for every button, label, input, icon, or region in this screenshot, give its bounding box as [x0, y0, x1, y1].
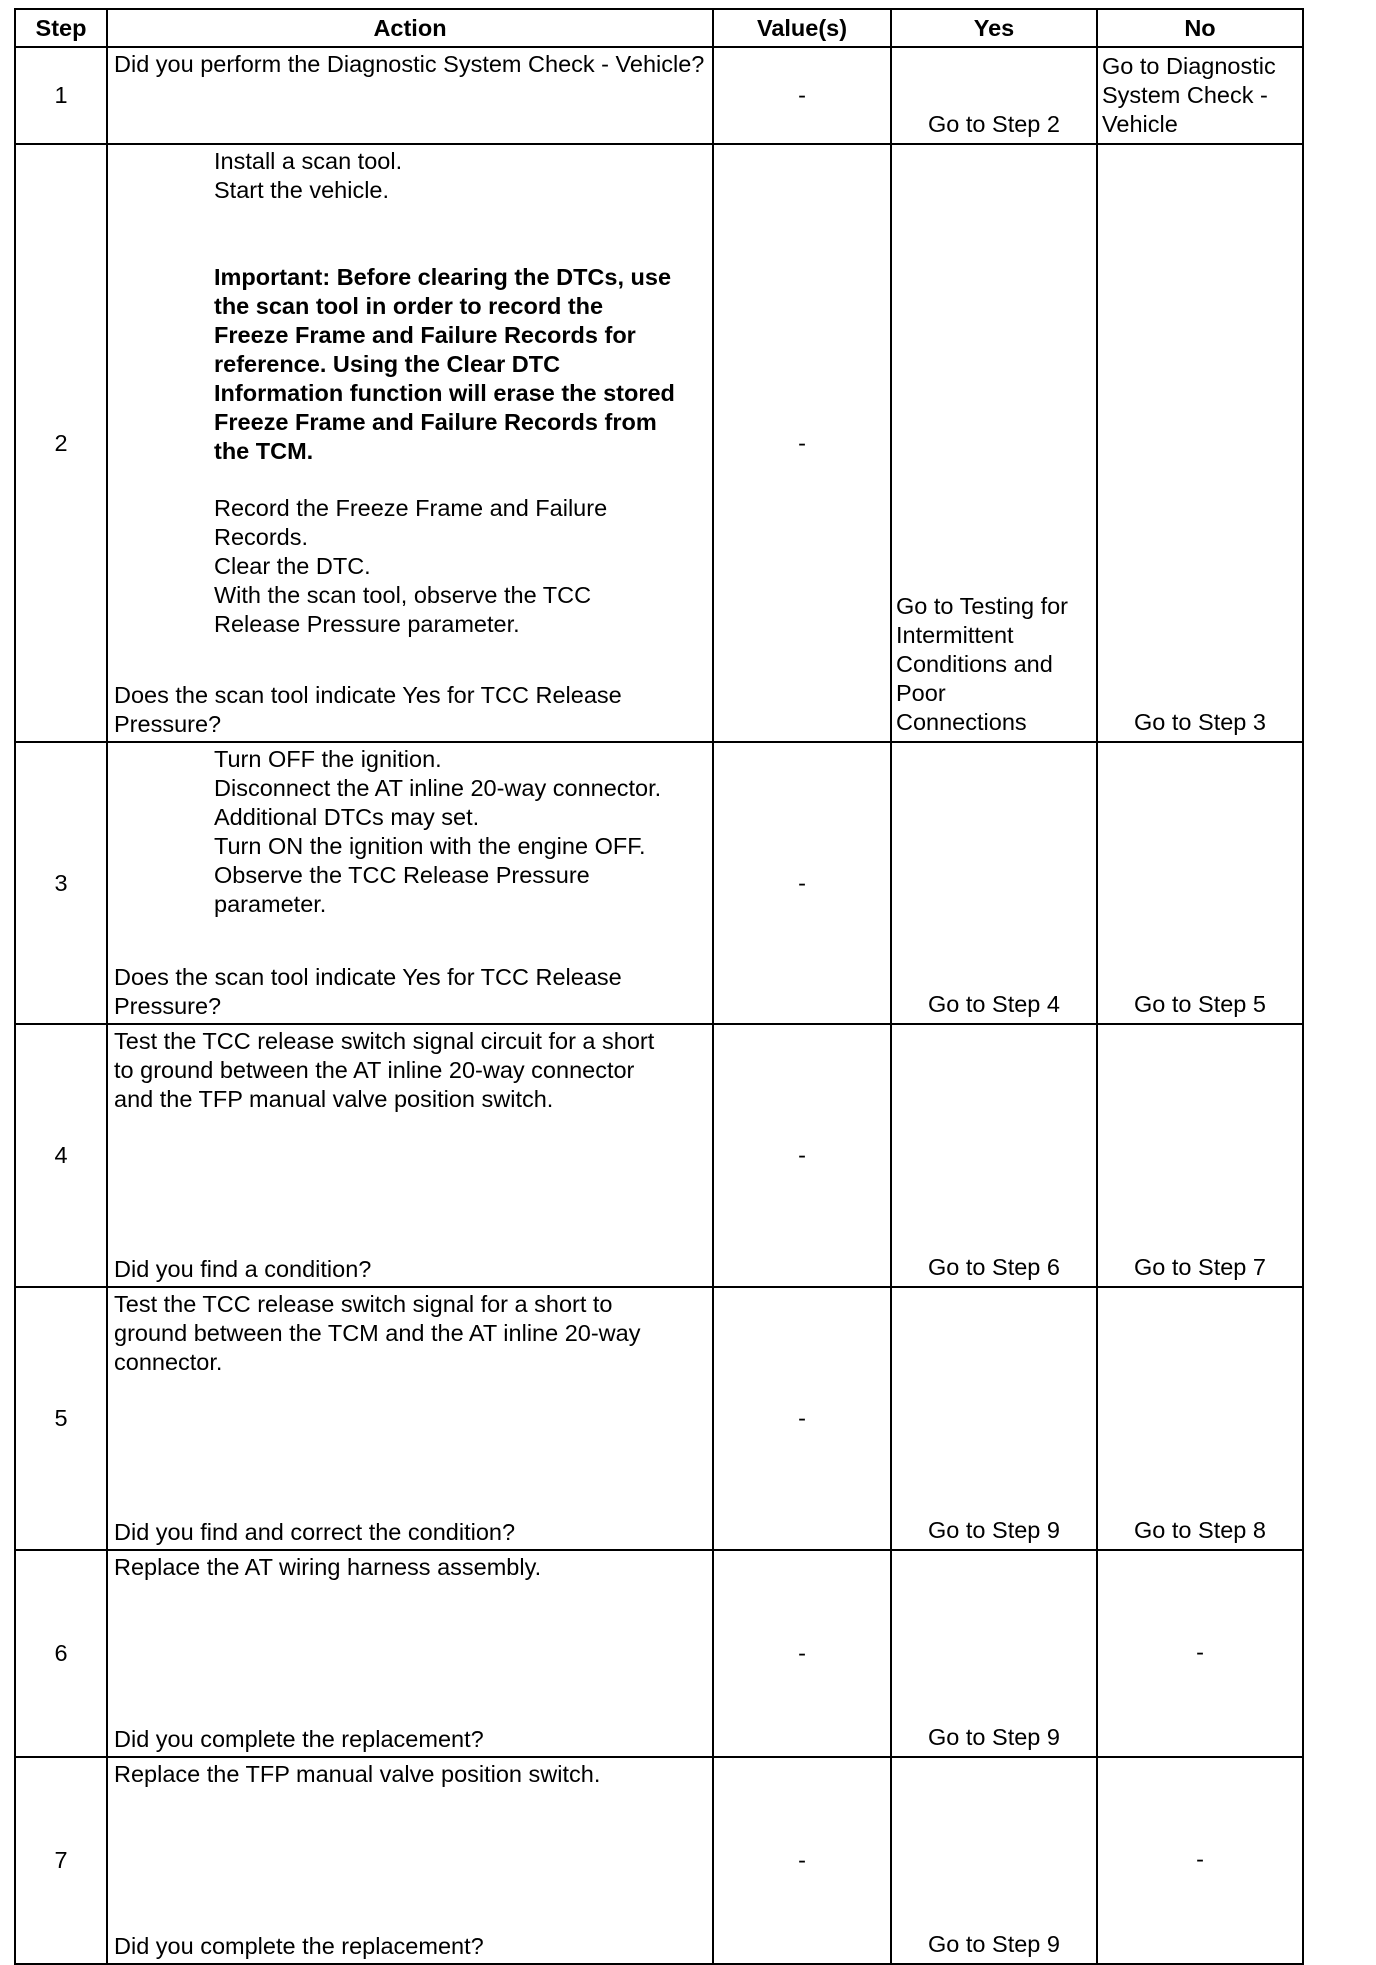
yes-cell — [891, 1024, 1097, 1287]
action-line: ground between the TCM and the AT inline 20-way — [114, 1320, 641, 1346]
action-line: Records. — [214, 524, 309, 550]
no-cell — [1097, 144, 1303, 742]
important-line: Freeze Frame and Failure Records from — [214, 409, 657, 435]
important-line: the scan tool in order to record the — [214, 293, 604, 319]
step-number: 5 — [15, 1287, 107, 1550]
no-link[interactable]: Go to Step 3 — [1134, 709, 1266, 735]
action-line: parameter. — [214, 891, 327, 917]
question: Did you find and correct the condition? — [114, 1519, 516, 1545]
no-link-line[interactable]: Go to Diagnostic — [1102, 53, 1276, 79]
table-row — [15, 47, 1303, 144]
yes-cell — [891, 1287, 1097, 1550]
step-number: 7 — [15, 1757, 107, 1964]
no-cell — [1097, 47, 1303, 144]
yes-link[interactable]: Go to Step 9 — [928, 1517, 1060, 1543]
table-row — [15, 144, 1303, 742]
question-line: Pressure? — [114, 993, 222, 1019]
question-line: Does the scan tool indicate Yes for TCC Release — [114, 682, 622, 708]
no-link[interactable]: Go to Step 5 — [1134, 991, 1266, 1017]
action-line: Disconnect the AT inline 20-way connector. — [214, 775, 662, 801]
yes-cell — [891, 742, 1097, 1024]
action-line: Replace the AT wiring harness assembly. — [114, 1554, 542, 1580]
diagnostic-table — [14, 8, 1304, 1965]
action-line: to ground between the AT inline 20-way connector — [114, 1057, 635, 1083]
header-step: Step — [15, 9, 107, 47]
no-cell: - — [1097, 1550, 1303, 1757]
action-line: Turn ON the ignition with the engine OFF. — [214, 833, 646, 859]
action-line: Test the TCC release switch signal circuit for a short — [114, 1028, 655, 1054]
yes-link-line[interactable]: Poor — [896, 680, 946, 706]
action-line: Vehicle? — [615, 51, 705, 77]
important-line: reference. Using the Clear DTC — [214, 351, 561, 377]
question — [114, 681, 708, 739]
no-link[interactable]: Go to Step 7 — [1134, 1254, 1266, 1280]
action-line: Observe the TCC Release Pressure — [214, 862, 590, 888]
action-cell — [107, 1550, 713, 1757]
yes-link-line[interactable]: Intermittent — [896, 622, 1014, 648]
action-cell — [107, 1757, 713, 1964]
header-values: Value(s) — [713, 9, 891, 47]
value-cell: - — [713, 47, 891, 144]
action-line: Replace the TFP manual valve position switch. — [114, 1761, 601, 1787]
action-line: and the TFP manual valve position switch. — [114, 1086, 554, 1112]
no-link-line[interactable]: Vehicle — [1102, 111, 1178, 137]
value-cell: - — [713, 1024, 891, 1287]
header-yes: Yes — [891, 9, 1097, 47]
no-cell — [1097, 1024, 1303, 1287]
action-line: With the scan tool, observe the TCC — [214, 582, 592, 608]
yes-cell — [891, 144, 1097, 742]
step-number: 6 — [15, 1550, 107, 1757]
yes-link-line[interactable]: Go to Testing for — [896, 593, 1068, 619]
table-row — [15, 742, 1303, 1024]
no-cell — [1097, 1287, 1303, 1550]
action-line: Release Pressure parameter. — [214, 611, 520, 637]
action-cell — [107, 742, 713, 1024]
value-cell: - — [713, 144, 891, 742]
value-cell: - — [713, 1757, 891, 1964]
question: Did you find a condition? — [114, 1256, 372, 1282]
important-line: Information function will erase the stored — [214, 380, 675, 406]
important-line: Freeze Frame and Failure Records for — [214, 322, 636, 348]
action-line: Install a scan tool. — [214, 148, 403, 174]
action-line: Record the Freeze Frame and Failure — [214, 495, 608, 521]
action-cell — [107, 144, 713, 742]
question: Did you complete the replacement? — [114, 1933, 484, 1959]
value-cell: - — [713, 742, 891, 1024]
table-row — [15, 1024, 1303, 1287]
action-cell — [107, 1024, 713, 1287]
value-cell: - — [713, 1287, 891, 1550]
action-line: connector. — [114, 1349, 223, 1375]
yes-link-line[interactable]: Conditions and — [896, 651, 1053, 677]
action-line: Turn OFF the ignition. — [214, 746, 442, 772]
action-line: Start the vehicle. — [214, 177, 390, 203]
yes-cell — [891, 1757, 1097, 1964]
step-number: 2 — [15, 144, 107, 742]
question — [114, 963, 708, 1021]
yes-cell — [891, 1550, 1097, 1757]
yes-link[interactable]: Go to Step 9 — [928, 1931, 1060, 1957]
no-link[interactable]: Go to Step 8 — [1134, 1517, 1266, 1543]
yes-link[interactable]: Go to Step 9 — [928, 1724, 1060, 1750]
value-cell: - — [713, 1550, 891, 1757]
action-line: Did you perform the Diagnostic System Check - — [114, 51, 609, 77]
header-no: No — [1097, 9, 1303, 47]
yes-link-line[interactable]: Connections — [896, 709, 1027, 735]
yes-link[interactable]: Go to Step 6 — [928, 1254, 1060, 1280]
action-cell — [107, 1287, 713, 1550]
header-row — [15, 9, 1303, 47]
important-note — [114, 263, 708, 466]
step-number: 4 — [15, 1024, 107, 1287]
yes-link[interactable]: Go to Step 4 — [928, 991, 1060, 1017]
action-line: Clear the DTC. — [214, 553, 371, 579]
step-number: 1 — [15, 47, 107, 144]
action-line: Additional DTCs may set. — [214, 804, 480, 830]
question: Did you complete the replacement? — [114, 1726, 484, 1752]
step-number: 3 — [15, 742, 107, 1024]
question-line: Does the scan tool indicate Yes for TCC Release — [114, 964, 622, 990]
question-line: Pressure? — [114, 711, 222, 737]
table-row — [15, 1550, 1303, 1757]
no-link-line[interactable]: System Check - — [1102, 82, 1268, 108]
no-cell: - — [1097, 1757, 1303, 1964]
action-cell — [107, 47, 713, 144]
yes-link[interactable]: Go to Step 2 — [928, 111, 1060, 137]
table-row — [15, 1757, 1303, 1964]
important-line: Important: Before clearing the DTCs, use — [214, 264, 672, 290]
action-line: Test the TCC release switch signal for a short to — [114, 1291, 613, 1317]
important-line: the TCM. — [214, 438, 314, 464]
table-row — [15, 1287, 1303, 1550]
header-action: Action — [107, 9, 713, 47]
no-cell — [1097, 742, 1303, 1024]
yes-cell — [891, 47, 1097, 144]
